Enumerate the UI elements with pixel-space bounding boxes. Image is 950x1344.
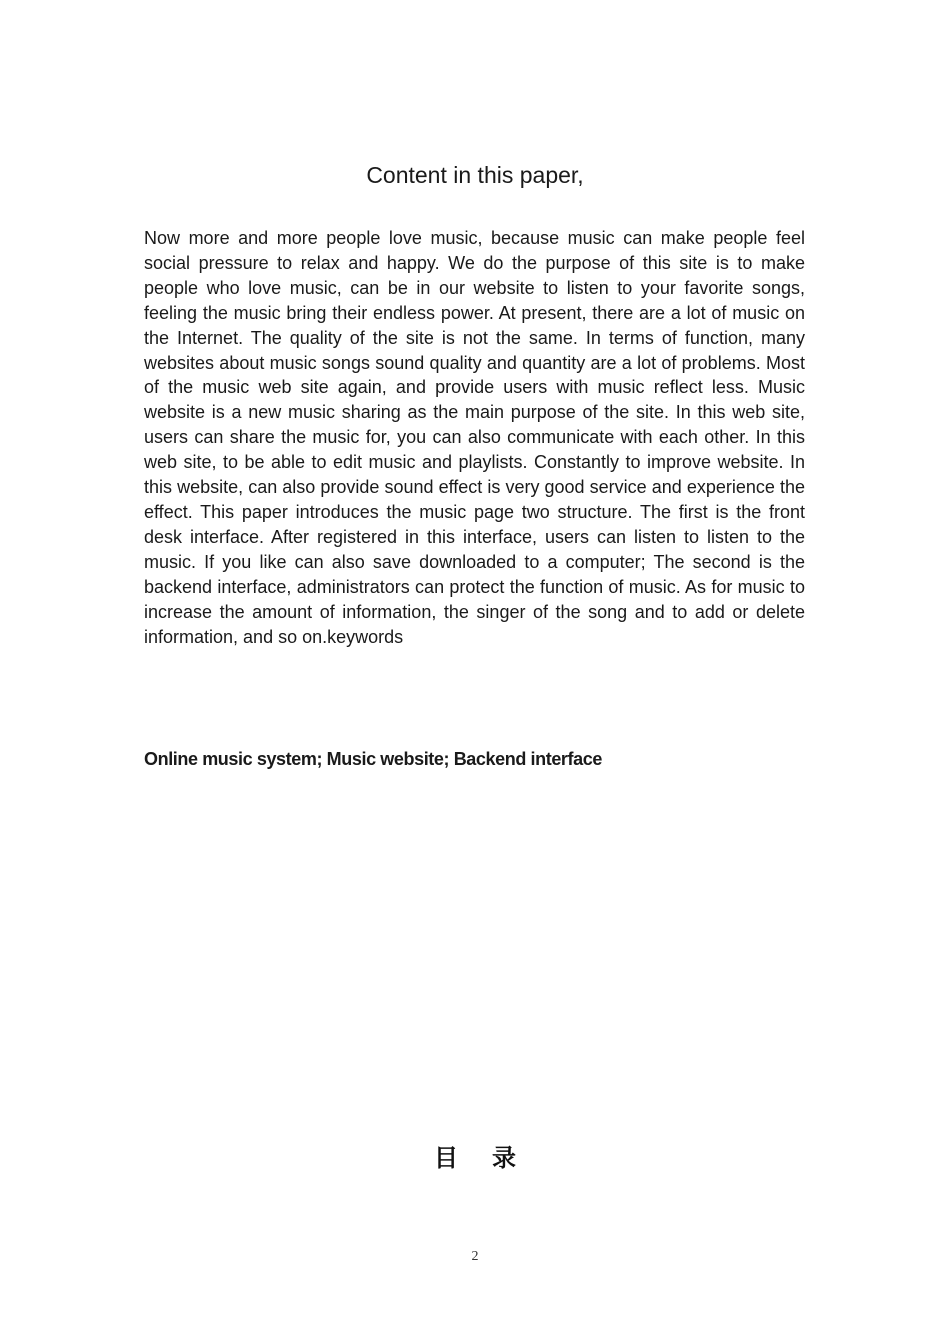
page-number: 2 xyxy=(471,1249,479,1264)
abstract-body: Now more and more people love music, because music can make people feel social pressure to relax and happy. We do the purpose of this site is to make people who love music, can be in our website to listen to your favorite songs, feeling the music bring their endless power. At present, there are a lot of music on the Internet. The quality of the site is not the same. In terms of function, many websites about music songs sound quality and quantity are a lot of problems. Most of the music web site again, and provide users with music reflect less. Music website is a new music sharing as the main purpose of the site. In this web site, users can share the music for, you can also communicate with each other. In this web site, to be able to edit music and playlists. Constantly to improve website. In this website, can also provide sound effect is very good service and experience the effect. This paper introduces the music page two structure. The first is the front desk interface. After registered in this interface, users can listen to listen to the music. If you like can also save downloaded to a computer; The second is the backend interface, administrators can protect the function of music. As for music to increase the amount of information, the singer of the song and to add or delete information, and so on.keywords xyxy=(144,228,805,647)
abstract-title: Content in this paper, xyxy=(366,162,584,188)
table-of-contents-heading: 目录 xyxy=(434,1144,550,1172)
keywords-line: Online music system; Music website; Backend interface xyxy=(144,749,602,769)
